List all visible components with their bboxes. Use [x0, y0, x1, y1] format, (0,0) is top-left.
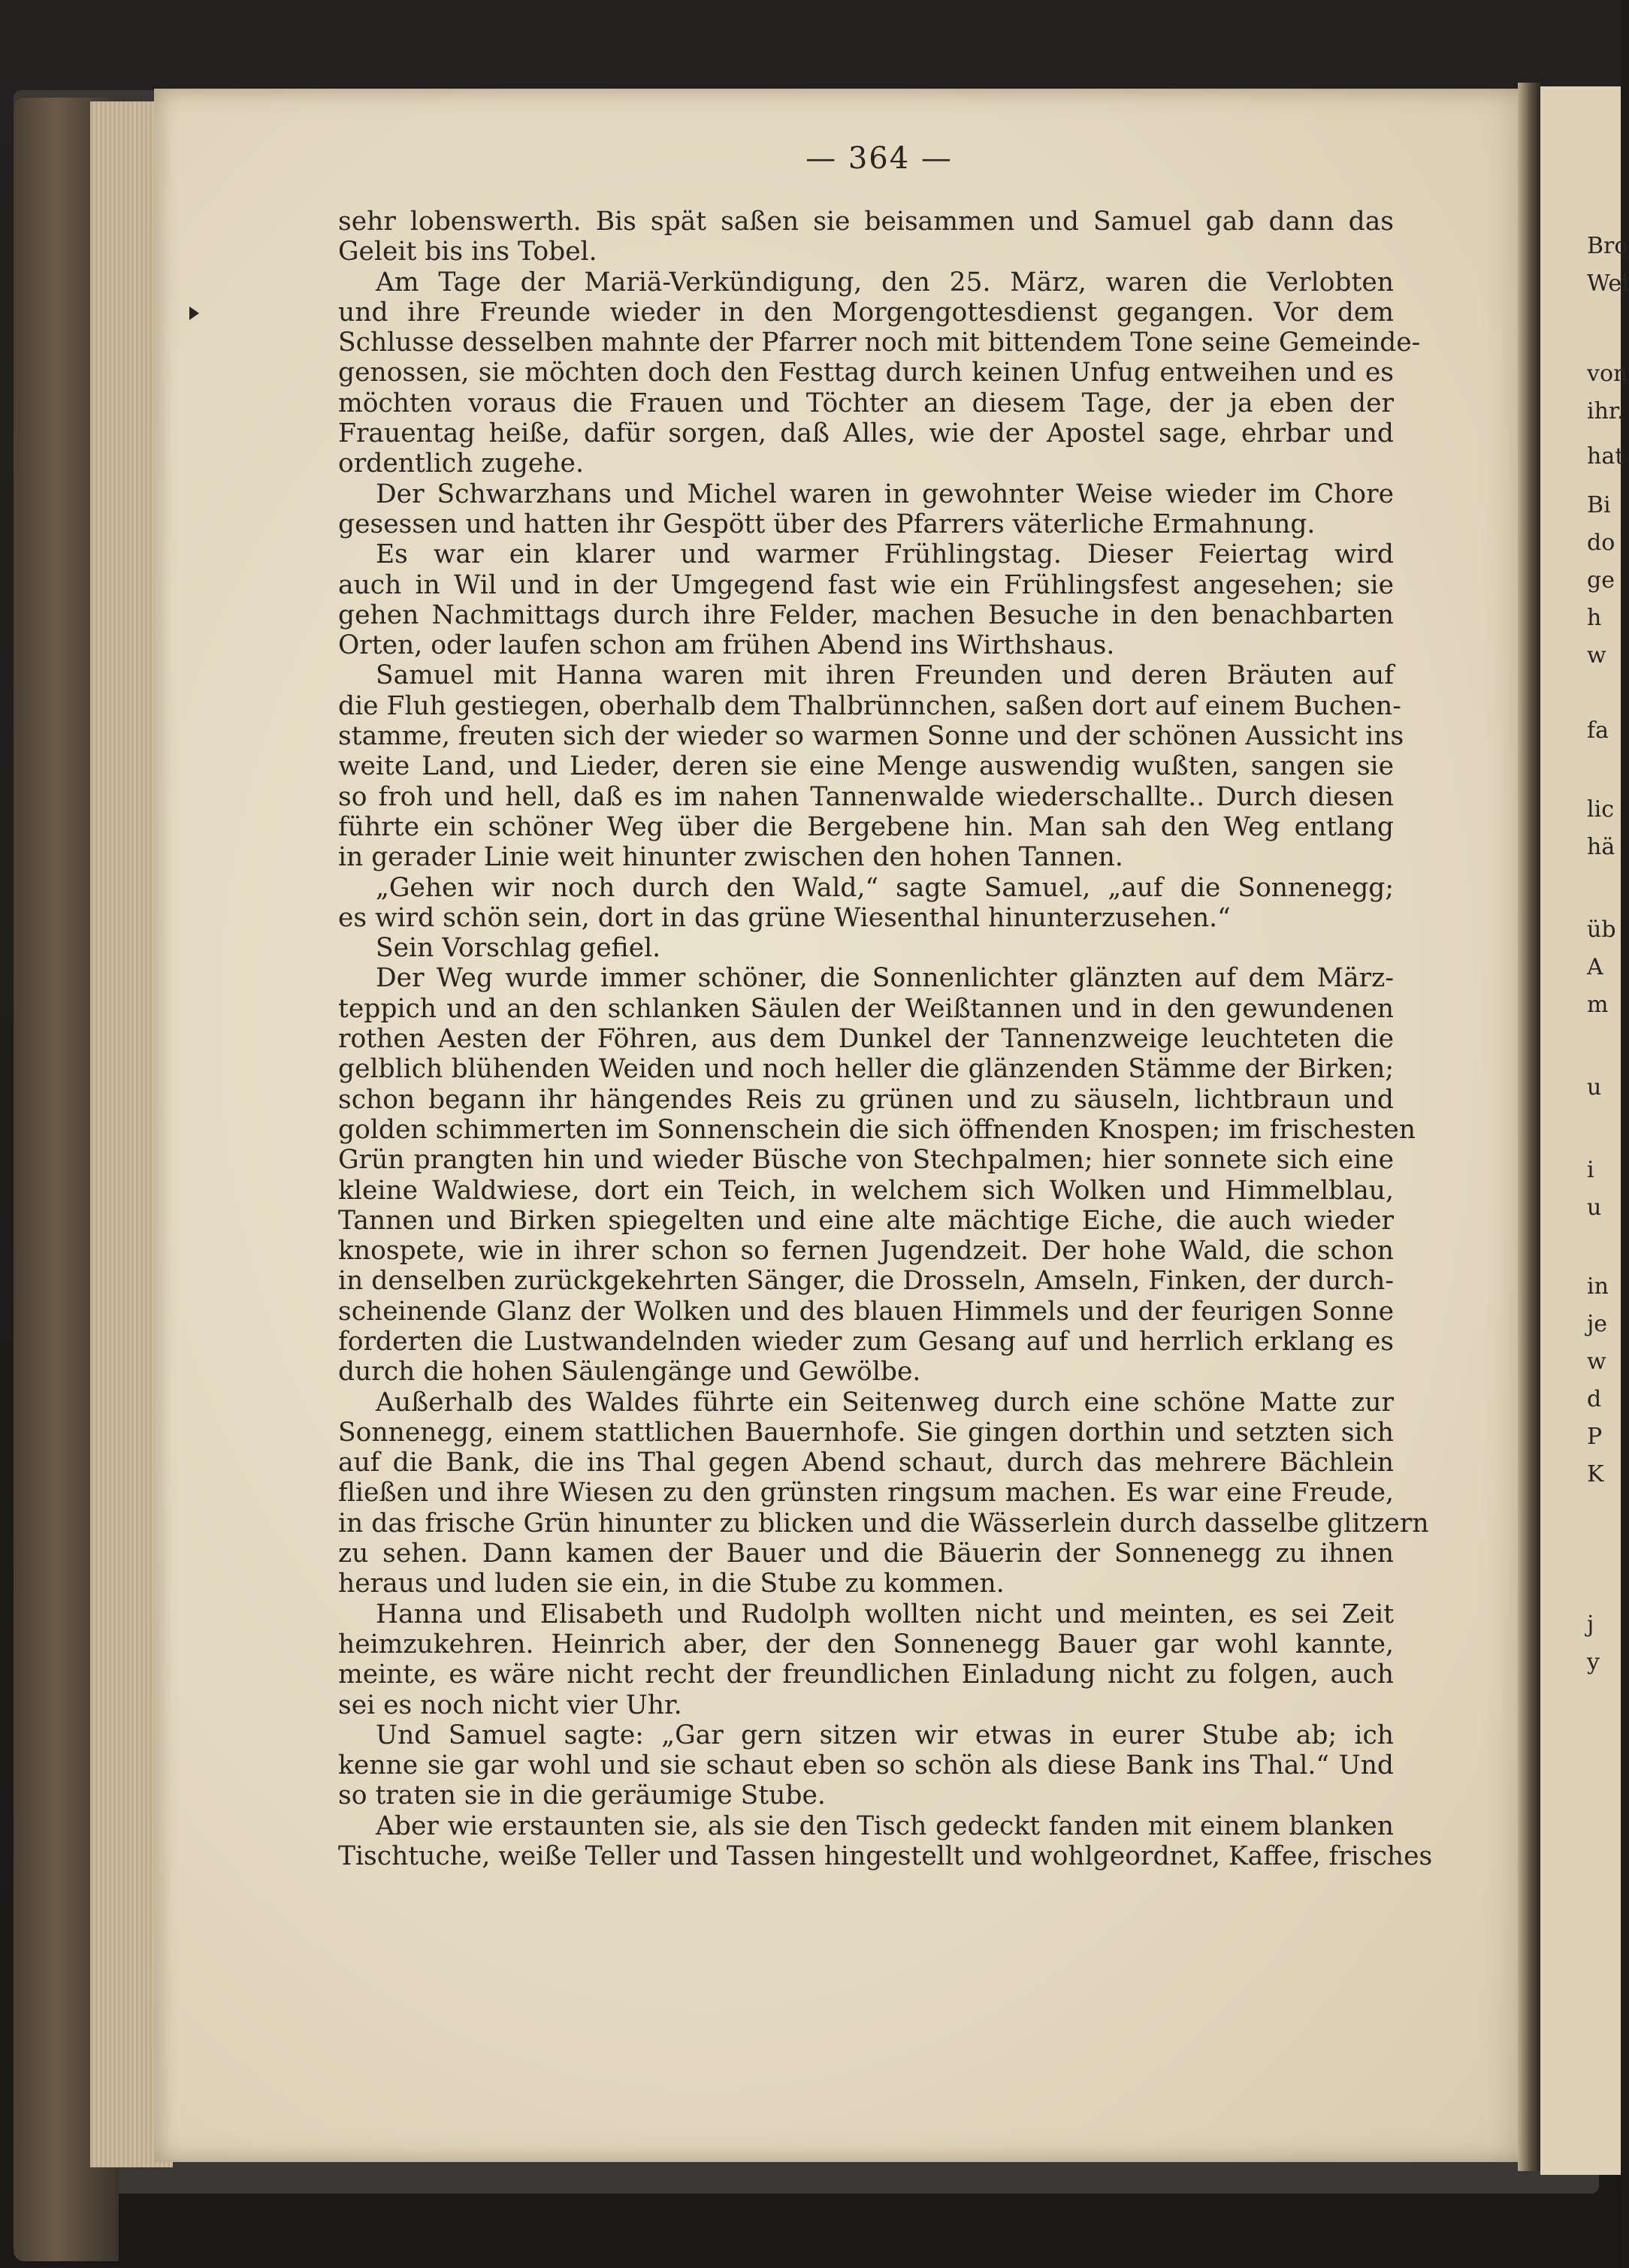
text-line: Der Weg wurde immer schöner, die Sonnenlichter glänzten auf dem März- — [376, 963, 1394, 994]
next-page-line: P — [1587, 1424, 1603, 1450]
text-line: möchten voraus die Frauen und Töchter an diesem Tage, der ja eben der — [338, 388, 1394, 418]
text-line: führte ein schöner Weg über die Bergebene hin. Man sah den Weg entlang — [338, 811, 1394, 842]
text-line: Frauentag heiße, dafür sorgen, daß Alles, wie der Apostel sage, ehrbar und — [338, 418, 1394, 449]
text-line: es wird schön sein, dort in das grüne Wiesenthal hinunterzusehen.“ — [338, 902, 1231, 933]
text-line: kleine Waldwiese, dort ein Teich, in welchem sich Wolken und Himmelblau, — [338, 1175, 1394, 1206]
text-line: ordentlich zugehe. — [338, 448, 584, 479]
text-line: rothen Aesten der Föhren, aus dem Dunkel der Tannenzweige leuchteten die — [338, 1024, 1394, 1055]
next-page-line: Bro — [1587, 233, 1628, 259]
text-line: gesessen und hatten ihr Gespött über des Pfarrers väterliche Ermahnung. — [338, 509, 1316, 539]
text-line: so froh und hell, daß es im nahen Tannenwalde wiederschallte.. Durch diesen — [338, 781, 1394, 812]
text-line: knospete, wie in ihrer schon so fernen Jugendzeit. Der hohe Wald, die schon — [338, 1236, 1394, 1267]
next-page-line: u — [1587, 1074, 1602, 1101]
text-line: teppich und an den schlanken Säulen der Weißtannen und in den gewundenen — [338, 993, 1394, 1024]
next-page-line: w — [1587, 642, 1606, 669]
text-line: durch die hohen Säulengänge und Gewölbe. — [338, 1357, 921, 1388]
text-line: Außerhalb des Waldes führte ein Seitenweg durch eine schöne Matte zur — [376, 1387, 1394, 1418]
text-line: Es war ein klarer und warmer Frühlingstag. Dieser Feiertag wird — [376, 539, 1394, 570]
text-line: gehen Nachmittags durch ihre Felder, machen Besuche in den benachbarten — [338, 599, 1394, 630]
text-line: Tischtuche, weiße Teller und Tassen hingestellt und wohlgeordnet, Kaffee, frisches — [338, 1841, 1433, 1872]
next-page-line: h — [1587, 605, 1602, 631]
next-page-line: von — [1587, 361, 1628, 387]
next-page-line: ge — [1587, 567, 1615, 593]
text-line: sehr lobenswerth. Bis spät saßen sie beisammen und Samuel gab dann das — [338, 207, 1394, 237]
next-page-line: m — [1587, 992, 1609, 1018]
text-line: gelblich blühenden Weiden und noch heller die glänzenden Stämme der Birken; — [338, 1054, 1394, 1085]
text-line: schon begann ihr hängendes Reis zu grünen und zu säuseln, lichtbraun und — [338, 1084, 1394, 1115]
next-page-line: do — [1587, 530, 1615, 556]
page-number: — 364 — — [805, 141, 953, 176]
text-line: weite Land, und Lieder, deren sie eine Menge auswendig wußten, sangen sie — [338, 751, 1394, 782]
text-line: sei es noch nicht vier Uhr. — [338, 1690, 682, 1720]
text-line: Am Tage der Mariä-Verkündigung, den 25. März, waren die Verlobten — [376, 267, 1394, 297]
text-line: genossen, sie möchten doch den Festtag durch keinen Unfug entweihen und es — [338, 358, 1394, 388]
next-page-line: d — [1587, 1386, 1602, 1412]
next-page-line: je — [1587, 1311, 1608, 1337]
text-line: golden schimmerten im Sonnenschein die sich öffnenden Knospen; im frischesten — [338, 1114, 1416, 1145]
text-line: in denselben zurückgekehrten Sänger, die Drosseln, Amseln, Finken, der durch- — [338, 1266, 1394, 1297]
next-page-line: K — [1587, 1461, 1604, 1487]
text-line: meinte, es wäre nicht recht der freundlichen Einladung nicht zu folgen, auch — [338, 1659, 1394, 1690]
next-page-line: lic — [1587, 796, 1614, 823]
text-line: die Fluh gestiegen, oberhalb dem Thalbrünnchen, saßen dort auf einem Buchen- — [338, 690, 1401, 721]
text-line: Aber wie erstaunten sie, als sie den Tisch gedeckt fanden mit einem blanken — [376, 1810, 1394, 1841]
text-line: Samuel mit Hanna waren mit ihren Freunden und deren Bräuten auf — [376, 660, 1394, 691]
text-line: Sonnenegg, einem stattlichen Bauernhofe. Sie gingen dorthin und setzten sich — [338, 1417, 1394, 1448]
margin-mark-icon — [189, 307, 199, 320]
next-page-line: hä — [1587, 834, 1615, 860]
next-page-line: fa — [1587, 717, 1609, 744]
next-page-line: A — [1587, 954, 1603, 980]
text-line: so traten sie in die geräumige Stube. — [338, 1780, 826, 1811]
book-gutter — [1518, 83, 1540, 2171]
next-page-line: i — [1587, 1157, 1594, 1183]
text-line: und ihre Freunde wieder in den Morgengottesdienst gegangen. Vor dem — [338, 297, 1394, 328]
text-line: „Gehen wir noch durch den Wald,“ sagte Samuel, „auf die Sonnenegg; — [376, 872, 1394, 903]
next-page-line: hat — [1587, 443, 1624, 470]
text-line: zu sehen. Dann kamen der Bauer und die Bäuerin der Sonnenegg zu ihnen — [338, 1539, 1394, 1569]
text-line: stamme, freuten sich der wieder so warmen Sonne und der schönen Aussicht ins — [338, 721, 1404, 752]
text-line: heraus und luden sie ein, in die Stube zu kommen. — [338, 1569, 1005, 1599]
text-line: Geleit bis ins Tobel. — [338, 237, 597, 267]
next-page-line: w — [1587, 1348, 1606, 1375]
text-line: in gerader Linie weit hinunter zwischen den hohen Tannen. — [338, 842, 1123, 873]
text-line: Tannen und Birken spiegelten und eine alte mächtige Eiche, die auch wieder — [338, 1205, 1394, 1236]
text-line: Grün prangten hin und wieder Büsche von Stechpalmen; hier sonnete sich eine — [338, 1145, 1394, 1176]
next-page-line: y — [1587, 1649, 1600, 1675]
text-line: Und Samuel sagte: „Gar gern sitzen wir etwas in eurer Stube ab; ich — [376, 1720, 1394, 1750]
text-line: Der Schwarzhans und Michel waren in gewohnter Weise wieder im Chore — [376, 479, 1394, 509]
text-line: Hanna und Elisabeth und Rudolph wollten nicht und meinten, es sei Zeit — [376, 1599, 1394, 1629]
next-page-line: u — [1587, 1194, 1602, 1221]
text-line: Orten, oder laufen schon am frühen Abend ins Wirthshaus. — [338, 630, 1115, 661]
next-page-line: Bi — [1587, 492, 1611, 518]
text-line: kenne sie gar wohl und sie schaut eben so schön als diese Bank ins Thal.“ Und — [338, 1750, 1394, 1781]
next-page-line: Wei — [1587, 270, 1629, 297]
text-line: fließen und ihre Wiesen zu den grünsten ringsum machen. Es war eine Freude, — [338, 1478, 1394, 1508]
next-page-line: ihr. — [1587, 398, 1624, 424]
next-page-line: üb — [1587, 917, 1616, 943]
text-line: heimzukehren. Heinrich aber, der den Sonnenegg Bauer gar wohl kannte, — [338, 1629, 1394, 1659]
text-line: forderten die Lustwandelnden wieder zum Gesang auf und herrlich erklang es — [338, 1326, 1394, 1357]
text-line: auch in Wil und in der Umgegend fast wie ein Frühlingsfest angesehen; sie — [338, 569, 1394, 600]
text-line: Schlusse desselben mahnte der Pfarrer noch mit bittendem Tone seine Gemeinde- — [338, 328, 1421, 358]
next-page-line: j — [1587, 1611, 1594, 1638]
text-line: Sein Vorschlag gefiel. — [376, 933, 661, 964]
body-text — [338, 207, 1433, 1872]
next-page-line: in — [1587, 1273, 1609, 1300]
text-line: in das frische Grün hinunter zu blicken und die Wässerlein durch dasselbe glitzern — [338, 1508, 1429, 1539]
text-line: auf die Bank, die ins Thal gegen Abend schaut, durch das mehrere Bächlein — [338, 1448, 1394, 1478]
next-page-fragment — [1540, 86, 1629, 2175]
text-line: scheinende Glanz der Wolken und des blauen Himmels und der feurigen Sonne — [338, 1296, 1394, 1327]
